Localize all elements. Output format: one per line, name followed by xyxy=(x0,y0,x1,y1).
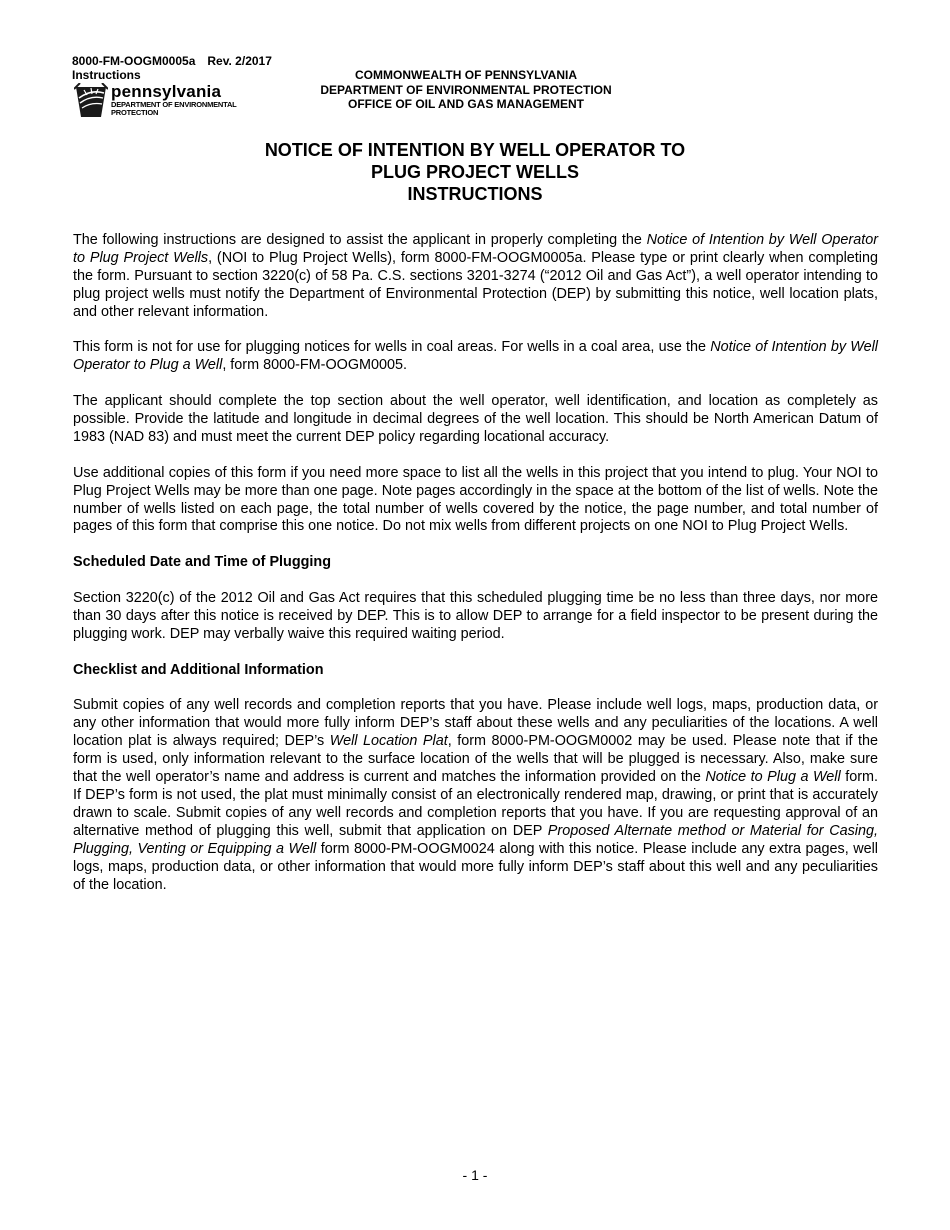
text-run: The following instructions are designed to assist the applicant in properly completing the xyxy=(73,232,647,248)
instructions-body xyxy=(73,232,878,912)
agency-line1: COMMONWEALTH OF PENNSYLVANIA xyxy=(355,68,577,82)
text-run: , (NOI to Plug Project Wells), form 8000-FM-OOGM0005a. Please type or print clearly when completing the form. Pursuant to section 3220(c) of 58 Pa. C.S. sections 3201-3274 (“2012 Oil and Gas Act”), a well operator intending to plug project wells must notify the Department of Environmental Protection (DEP) by submitting this notice, well location plats, and other relevant information. xyxy=(73,249,878,320)
pa-dep-logo xyxy=(74,83,254,121)
form-title-ref: Notice of Intention by Well Operator to Plug Project Wells xyxy=(73,232,878,266)
text-run: This form is not for use for plugging notices for wells in coal areas. For wells in a coal area, use the xyxy=(73,339,711,356)
agency-line3: OFFICE OF OIL AND GAS MANAGEMENT xyxy=(348,97,584,111)
heading-scheduled-date: Scheduled Date and Time of Plugging xyxy=(73,554,331,571)
keystone-logo-icon xyxy=(74,83,108,119)
form-number: 8000-FM-OOGM0005a xyxy=(72,54,196,68)
paragraph-scheduled-date: Section 3220(c) of the 2012 Oil and Gas Act requires that this scheduled plugging time be no less than three days, nor more than 30 days after this notice is received by DEP. This is to allow DEP to arrange for a field inspector to be present during the plugging work. DEP may verbally waive this required waiting period. xyxy=(73,590,878,642)
form-code-line xyxy=(72,54,272,68)
paragraph-additional-copies: Use additional copies of this form if you need more space to list all the wells in this project that you intend to plug. Your NOI to Plug Project Wells may be more than one page. Note pages accordingly in the space at the bottom of the list of wells. Note the number of wells listed on each page, the total number of wells covered by the notice, the page number, and total number of pages of this form that comprise this one notice. Do not mix wells from different projects on one NOI to Plug Project Wells. xyxy=(73,464,878,535)
text-run: form 8000-PM-OOGM0024 along with this notice. Please include any extra pages, well logs, maps, production data, or other information that would more fully inform DEP’s staff about this well and any peculiarities of the location. xyxy=(73,840,879,893)
logo-dept-line1: DEPARTMENT OF ENVIRONMENTAL xyxy=(111,100,237,109)
heading-checklist: Checklist and Additional Information xyxy=(73,661,324,678)
logo-dept-line2: PROTECTION xyxy=(111,108,159,117)
title-line2: PLUG PROJECT WELLS xyxy=(370,162,579,182)
form-title-ref: Well Location Plat xyxy=(329,733,448,750)
paragraph-intro xyxy=(73,232,878,322)
paragraph-coal-areas xyxy=(73,339,878,375)
agency-block xyxy=(300,68,632,112)
logo-wordmark: pennsylvania xyxy=(111,82,222,101)
paragraph-top-section: The applicant should complete the top section about the well operator, well identification, and location as completely as possible. Provide the latitude and longitude in decimal degrees of the well location. This should be North American Datum of 1983 (NAD 83) and must meet the current DEP policy regarding locational accuracy. xyxy=(73,393,878,445)
agency-line2: DEPARTMENT OF ENVIRONMENTAL PROTECTION xyxy=(320,82,612,97)
form-revision: Rev. 2/2017 xyxy=(207,54,272,68)
text-run: form. If DEP’s form is not used, the plat must minimally consist of an electronically rendered map, drawing, or print that is accurately drawn to scale. Submit copies of any well records and completion reports that you have. If you are requesting approval of an alternative method of plugging this well, submit that application on DEP xyxy=(73,769,878,839)
paragraph-checklist xyxy=(73,697,878,894)
form-title-ref: Notice of Intention by Well Operator to Plug a Well xyxy=(73,339,878,374)
form-title-ref: Proposed Alternate method or Material for Casing, Plugging, Venting or Equipping a Well xyxy=(73,822,878,857)
document-title xyxy=(120,139,830,205)
text-run: , form 8000-FM-OOGM0005. xyxy=(222,357,408,374)
title-line3: INSTRUCTIONS xyxy=(407,184,543,204)
form-title-ref: Notice to Plug a Well xyxy=(705,769,841,786)
text-run: Submit copies of any well records and completion reports that you have. Please include well logs, maps, production data, or any other information that would more fully inform DEP’s staff about these wells and any peculiarities of the locations. A well location plat is always required; DEP’s xyxy=(73,697,878,750)
text-run: , form 8000-PM-OOGM0002 may be used. Please note that if the form is used, only information relevant to the surface location of the wells that will be plugged is necessary. Also, make sure that the well operator’s name and address is current and matches the information provided on the xyxy=(73,733,879,786)
form-type: Instructions xyxy=(72,68,141,82)
title-line1: NOTICE OF INTENTION BY WELL OPERATOR TO xyxy=(264,140,686,160)
page-number: - 1 - xyxy=(462,1167,488,1183)
